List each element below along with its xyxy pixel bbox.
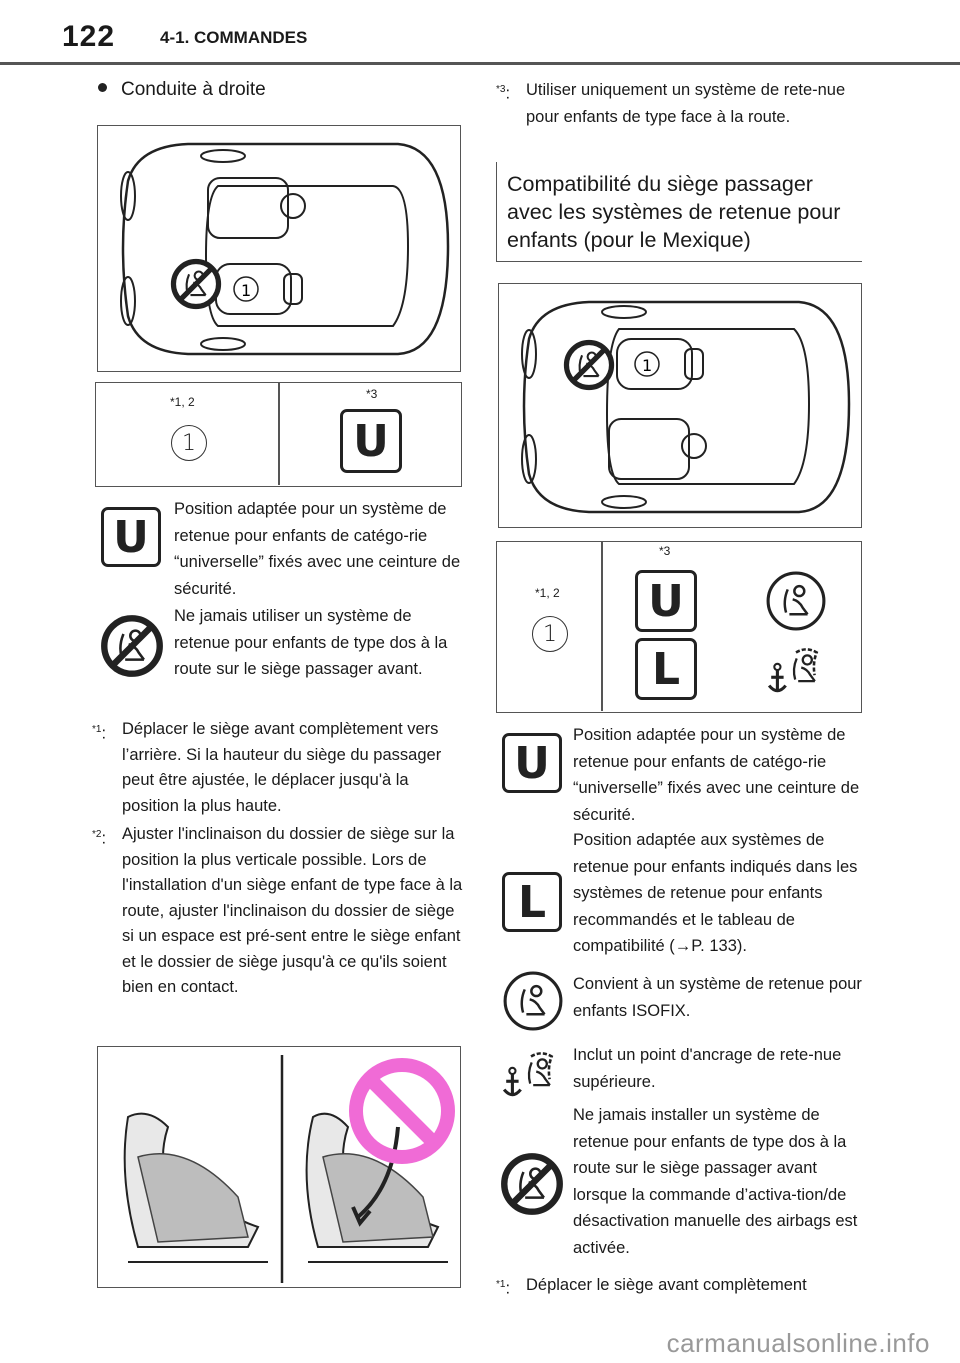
position-1-badge: 1 — [532, 616, 568, 652]
svg-text:1: 1 — [642, 356, 653, 375]
legend-text: Convient à un système de retenue pour enfants ISOFIX. — [573, 975, 862, 1020]
universal-u-icon: U — [635, 570, 697, 632]
footnote-1-continued — [496, 1272, 866, 1302]
car-diagram-rhd — [97, 125, 461, 372]
footnote-mark: $^{*2}$: — [92, 829, 107, 848]
top-tether-icon — [765, 638, 827, 700]
footnote-3 — [496, 77, 866, 130]
table-note-12: *1, 2 — [535, 586, 560, 600]
universal-u-icon: U — [340, 409, 402, 473]
compat-table-mexico — [496, 541, 862, 713]
footnote-text: Déplacer le siège avant complètement vers l’arrière. Si la hauteur du siège du passager peut être ajustée, le déplacer jusqu'à la position la plus haute. — [122, 720, 442, 815]
bullet-heading-text: Conduite à droite — [121, 79, 266, 100]
page-number: 122 — [62, 20, 116, 53]
universal-u-icon: U — [101, 507, 161, 567]
footnote-mark: $^{*1}$: — [92, 724, 107, 743]
footnote-text: Déplacer le siège avant complètement — [526, 1276, 807, 1294]
no-rear-facing-icon — [500, 1152, 564, 1216]
footnote-2 — [92, 822, 464, 1001]
legend-text: Ne jamais utiliser un système de retenue pour enfants de type dos à la route sur le siège passager avant. — [174, 607, 448, 678]
footnote-1 — [92, 717, 464, 819]
compat-table-rhd — [95, 382, 462, 487]
table-note-3: *3 — [366, 387, 378, 401]
no-rear-facing-icon — [100, 614, 164, 678]
svg-text:1: 1 — [241, 281, 252, 300]
seat-illustration — [97, 1046, 461, 1288]
top-tether-icon — [500, 1042, 562, 1104]
l-icon: L — [502, 872, 562, 932]
watermark: carmanualsonline.info — [666, 1328, 930, 1358]
section-heading: Compatibilité du siège passager avec les systèmes de retenue pour enfants (pour le Mexique) — [496, 162, 862, 262]
isofix-icon — [765, 570, 827, 632]
universal-u-icon: U — [502, 733, 562, 793]
section-title: 4-1. COMMANDES — [160, 28, 308, 47]
footnote-text: Utiliser uniquement un système de rete-nue pour enfants de type face à la route. — [526, 81, 846, 126]
l-icon: L — [635, 638, 697, 700]
car-diagram-mexico — [498, 283, 862, 528]
position-1-badge: 1 — [171, 425, 207, 461]
bullet-icon — [98, 83, 107, 92]
table-note-12: *1, 2 — [170, 395, 195, 409]
legend-text: Position adaptée pour un système de retenue pour enfants de catégo-rie “universelle” fixés avec une ceinture de sécurité. — [573, 726, 860, 824]
legend-text: Ne jamais installer un système de retenue pour enfants de type dos à la route sur le siège passager avant lorsque la commande d’activa-tion/de désactivation manuelle des airbags est activée. — [573, 1106, 858, 1257]
legend-text: Position adaptée aux systèmes de retenue pour enfants indiqués dans les systèmes de retenue pour enfants recommandés et le tableau de compatibilité (→P. 133). — [573, 831, 858, 955]
table-divider — [278, 383, 280, 485]
footnote-mark: $^{*1}$: — [496, 1279, 511, 1298]
bullet-heading — [98, 79, 266, 101]
header-divider — [0, 62, 960, 65]
footnote-mark: $^{*3}$: — [496, 84, 511, 103]
legend-text: Inclut un point d'ancrage de rete-nue supérieure. — [573, 1046, 842, 1091]
table-divider — [601, 542, 603, 711]
table-note-3: *3 — [659, 544, 671, 558]
legend-text: Position adaptée pour un système de retenue pour enfants de catégo-rie “universelle” fixés avec une ceinture de sécurité. — [174, 500, 461, 598]
isofix-icon — [502, 970, 564, 1032]
footnote-text: Ajuster l'inclinaison du dossier de siège sur la position la plus verticale possible. Lors de l'installation d'un siège enfant de type face à la route, ajuster l'inclinaison du dossier de siège si un espace est pré-sent entre le siège enfant et le dossier de siège jusqu'à ce qu'ils soient bien en contact. — [122, 825, 463, 996]
